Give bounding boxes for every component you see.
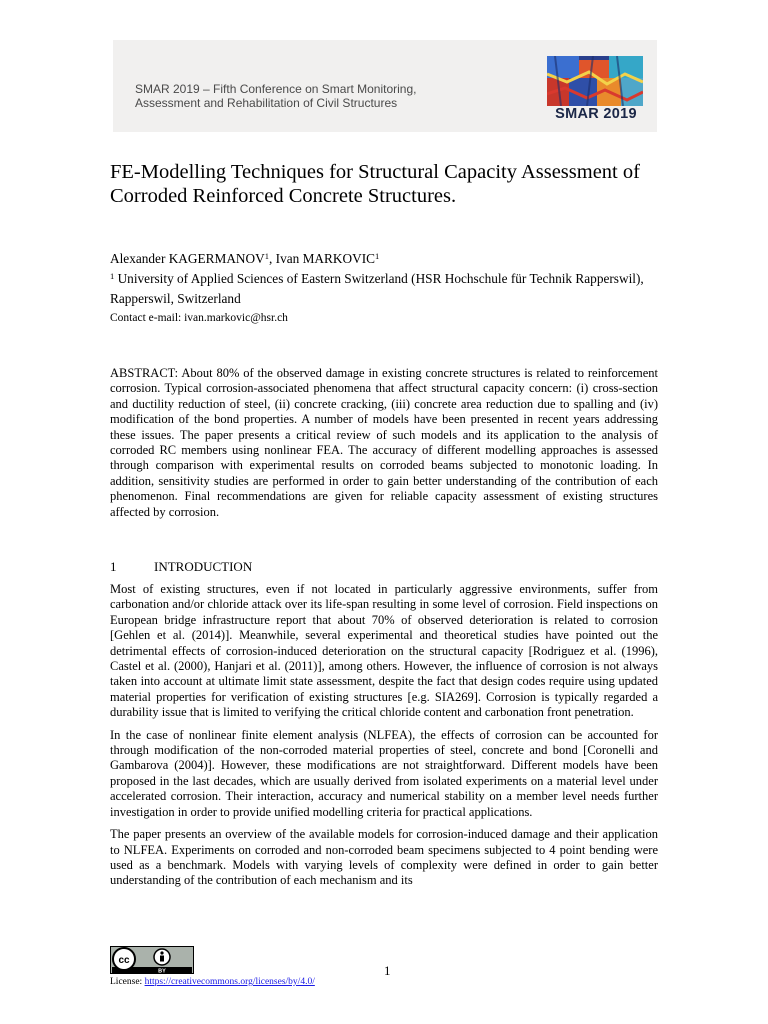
- section-heading: [110, 559, 252, 575]
- paper-title: FE-Modelling Techniques for Structural Capacity Assessment of Corroded Reinforced Concrete Structures.: [110, 161, 640, 207]
- author-name: Alexander KAGERMANOV: [110, 251, 265, 266]
- cc-attribution-icon: [154, 949, 170, 965]
- cc-license-badge[interactable]: [110, 946, 194, 974]
- license-line: [110, 977, 315, 987]
- license-link[interactable]: https://creativecommons.org/licenses/by/4.0/: [144, 977, 315, 987]
- body-paragraph: Most of existing structures, even if not located in particularly aggressive environments, suffer from carbonation and/or chloride attack over its life-span resulting in some level of corrosion. Field inspections on European bridge infrastructure report that about 70% of observed deterioration is related to corrosion [Gehlen et al. (2014)]. Meanwhile, several experimental and theoretical studies have pointed out the detrimental effects of corrosion-induced deterioration on the structural capacity [Rodriguez et al. (1996), Castel et al. (2000), Hanjari et al. (2011)], among others. However, the influence of corrosion is not always taken into account at ultimate limit state assessment, despite the fact that design codes require using updated material properties for verification of existing structures [e.g. SIA269]. Corrosion is typically regarded a durability issue that is limited to verifying the critical chloride content and carbonation front penetration.: [110, 582, 658, 720]
- author-name: Ivan MARKOVIC: [275, 251, 375, 266]
- section-title: INTRODUCTION: [154, 559, 253, 574]
- smar-logo-image: [547, 56, 643, 106]
- author-separator: ,: [268, 251, 276, 266]
- affiliation-marker: 1: [110, 271, 115, 281]
- author-line: [110, 248, 379, 267]
- conference-name-line1: SMAR 2019 – Fifth Conference on Smart Monitoring,: [135, 82, 417, 96]
- affiliation: [110, 266, 650, 309]
- author-affiliation-marker: 1: [264, 251, 269, 261]
- conference-name-line2: Assessment and Rehabilitation of Civil Structures: [135, 96, 398, 110]
- cc-by-text: BY: [158, 968, 166, 974]
- license-label: License:: [110, 977, 145, 987]
- page-number: 1: [384, 963, 391, 978]
- author-affiliation-marker: 1: [375, 251, 380, 261]
- contact-email: Contact e-mail: ivan.markovic@hsr.ch: [110, 312, 288, 324]
- body-paragraph: The paper presents an overview of the available models for corrosion-induced damage and their application to NLFEA. Experiments on corroded and non-corroded beam specimens subjected to 4 point bending were used as a benchmark. Models with varying levels of complexity were defined in order to gain better understanding of the contribution of each mechanism and its: [110, 827, 658, 888]
- body-paragraph: In the case of nonlinear finite element analysis (NLFEA), the effects of corrosion can be accounted for through modification of the non-corroded material properties of steel, concrete and bond [Coronelli and Gambarova (2004)]. However, these modifications are not straightforward. Different models have been proposed in the last decades, which are usually derived from isolated experiments on a material level under accelerated corrosion. Their interaction, accuracy and numerical stability on a member level needs further investigation in order to provide unified modelling criteria for practical applications.: [110, 727, 658, 819]
- section-number: 1: [110, 559, 117, 574]
- smar-logo-text: SMAR 2019: [555, 106, 637, 122]
- affiliation-text: University of Applied Sciences of Eastern Switzerland (HSR Hochschule für Technik Rapperswil), Rapperswil, Switzerland: [110, 271, 644, 306]
- abstract: ABSTRACT: About 80% of the observed damage in existing concrete structures is related to reinforcement corrosion. Typical corrosion-associated phenomena that affect structural capacity concern: (i) cross-section and ductility reduction of steel, (ii) concrete cracking, (iii) concrete area reduction due to spalling and (iv) modification of the bond properties. A number of models have been presented in recent years addressing these issues. The paper presents a critical review of such models and its application to the analysis of corroded RC members using nonlinear FEA. The accuracy of different modelling approaches is assessed through comparison with experimental results on corroded beams subjected to monotonic loading. In addition, sensitivity studies are performed in order to gain better understanding of the contribution of each phenomenon. Final recommendations are given for reliable capacity assessment of existing structures affected by corrosion.: [110, 366, 658, 519]
- cc-text: cc: [118, 955, 130, 966]
- body-text: [110, 582, 658, 896]
